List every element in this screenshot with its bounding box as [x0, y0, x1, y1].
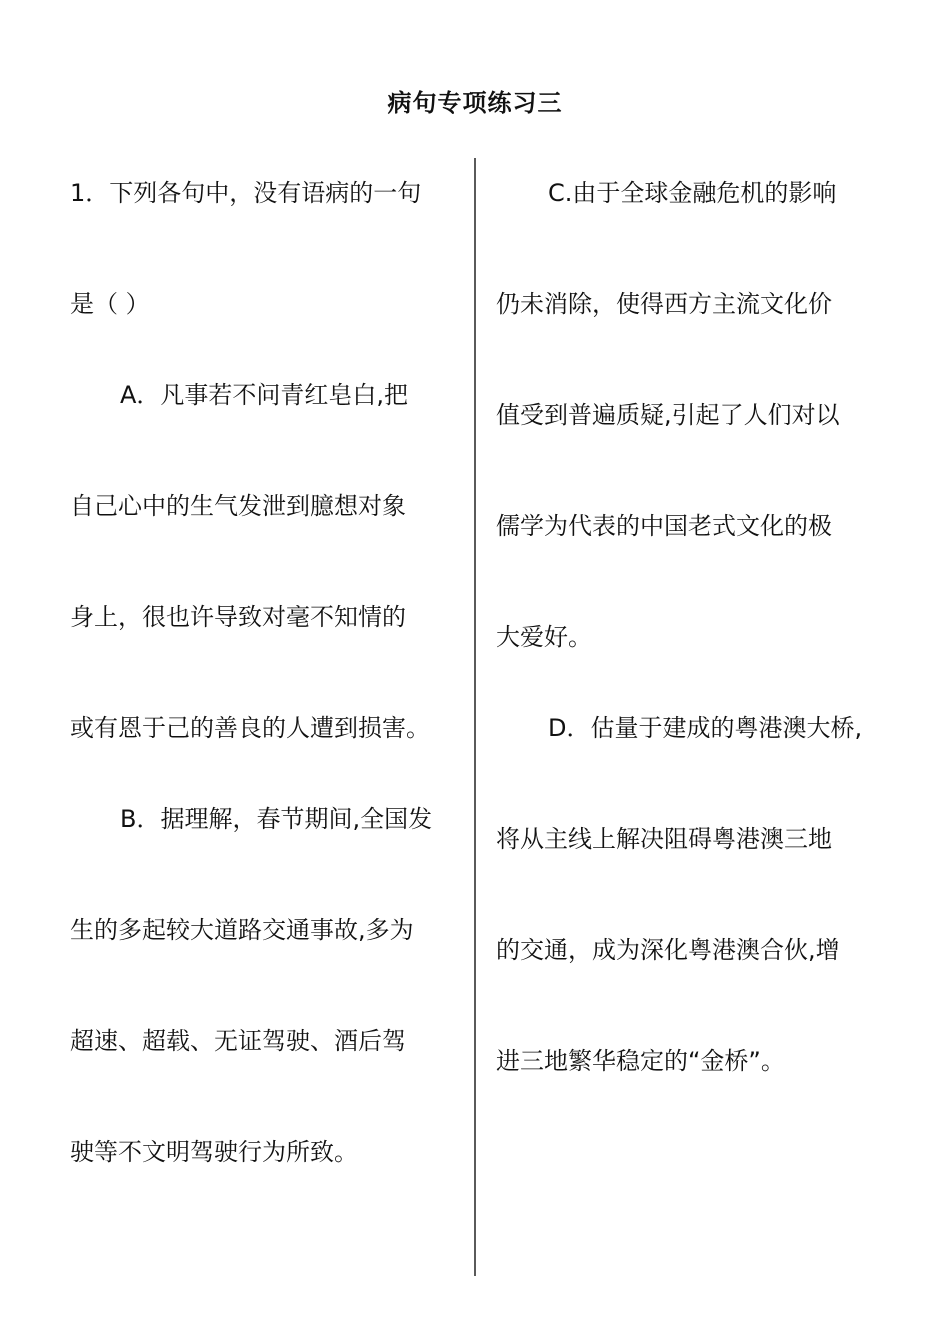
option-b-line: 超速、超载、无证驾驶、酒后驾: [70, 1027, 406, 1055]
option-b-line: B．据理解，春节期间,全国发: [120, 805, 433, 833]
option-d-line: 进三地繁华稳定的“金桥”。: [496, 1047, 785, 1075]
question-stem-line: 是（ ）: [70, 290, 150, 318]
option-d-line: 的交通，成为深化粤港澳合伙,增: [496, 936, 840, 964]
option-a-line: 自己心中的生气发泄到臆想对象: [70, 492, 406, 520]
option-c-line: C.由于全球金融危机的影响: [548, 179, 837, 207]
column-divider: [474, 158, 476, 1276]
option-a-line: 身上，很也许导致对毫不知情的: [70, 603, 406, 631]
option-d-line: 将从主线上解决阻碍粤港澳三地: [496, 825, 832, 853]
question-stem-line: 1．下列各句中，没有语病的一句: [70, 179, 422, 207]
option-b-line: 驶等不文明驾驶行为所致。: [70, 1138, 358, 1166]
option-c-line: 儒学为代表的中国老式文化的极: [496, 512, 832, 540]
option-c-line: 仍未消除，使得西方主流文化价: [496, 290, 832, 318]
option-b-line: 生的多起较大道路交通事故,多为: [70, 916, 414, 944]
option-a-line: 或有恩于己的善良的人遭到损害。: [70, 714, 430, 742]
option-a-line: A．凡事若不问青红皂白,把: [120, 381, 409, 409]
option-c-line: 大爱好。: [496, 623, 592, 651]
page-title: 病句专项练习三: [387, 89, 563, 117]
option-c-line: 值受到普遍质疑,引起了人们对以: [496, 401, 840, 429]
option-d-line: D．估量于建成的粤港澳大桥,: [548, 714, 863, 742]
